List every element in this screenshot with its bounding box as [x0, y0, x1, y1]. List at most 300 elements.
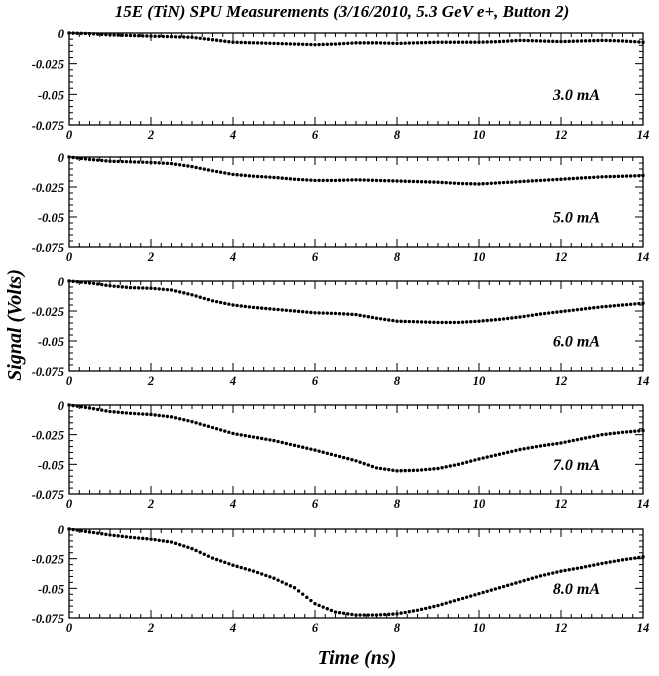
- data-point: [404, 469, 407, 472]
- data-point: [244, 41, 247, 44]
- data-point: [170, 540, 173, 543]
- data-point: [420, 180, 423, 183]
- data-point: [305, 446, 308, 449]
- data-point: [84, 530, 87, 533]
- data-point: [260, 437, 263, 440]
- data-point: [166, 288, 169, 291]
- data-point: [617, 559, 620, 562]
- x-tick-label: 6: [311, 374, 319, 388]
- data-point: [108, 533, 111, 536]
- data-point: [276, 308, 279, 311]
- data-point: [264, 307, 267, 310]
- data-point: [424, 607, 427, 610]
- panel-current-label: 7.0 mA: [552, 456, 600, 474]
- data-point: [522, 39, 525, 42]
- data-point: [383, 613, 386, 616]
- data-point: [92, 32, 95, 35]
- data-point: [305, 178, 308, 181]
- data-point: [629, 40, 632, 43]
- data-point: [551, 178, 554, 181]
- data-point: [367, 178, 370, 181]
- data-point: [67, 279, 70, 282]
- data-point: [354, 178, 357, 181]
- data-point: [301, 592, 304, 595]
- y-tick-label: -0.05: [37, 211, 64, 225]
- data-point: [141, 286, 144, 289]
- y-tick-label: -0.025: [31, 428, 64, 443]
- y-tick-label: -0.025: [31, 57, 64, 72]
- data-point: [170, 288, 173, 291]
- data-point: [498, 453, 501, 456]
- data-point: [317, 311, 320, 314]
- data-point: [584, 176, 587, 179]
- data-point: [338, 611, 341, 614]
- data-point: [100, 283, 103, 286]
- data-point: [592, 435, 595, 438]
- data-point: [506, 39, 509, 42]
- data-point: [473, 182, 476, 185]
- data-point: [613, 304, 616, 307]
- data-point: [227, 562, 230, 565]
- data-point: [317, 179, 320, 182]
- data-point: [547, 572, 550, 575]
- data-point: [465, 41, 468, 44]
- data-point: [178, 163, 181, 166]
- data-point: [621, 303, 624, 306]
- panel-5: [32, 523, 650, 635]
- data-point: [399, 42, 402, 45]
- y-tick-label: -0.075: [31, 365, 64, 379]
- data-point: [486, 40, 489, 43]
- data-point: [408, 320, 411, 323]
- data-point: [358, 613, 361, 616]
- data-point: [395, 42, 398, 45]
- data-point: [203, 297, 206, 300]
- data-point: [604, 561, 607, 564]
- data-point: [633, 430, 636, 433]
- data-point: [453, 599, 456, 602]
- data-point: [596, 306, 599, 309]
- data-point: [572, 308, 575, 311]
- data-point: [88, 406, 91, 409]
- data-point: [260, 306, 263, 309]
- data-point: [445, 321, 448, 324]
- data-point: [600, 305, 603, 308]
- data-point: [207, 298, 210, 301]
- data-point: [473, 320, 476, 323]
- data-point: [231, 432, 234, 435]
- data-point: [498, 586, 501, 589]
- x-tick-label: 6: [311, 621, 319, 635]
- data-point: [551, 571, 554, 574]
- x-tick-label: 4: [229, 128, 237, 142]
- data-point: [207, 554, 210, 557]
- data-point: [268, 575, 271, 578]
- data-point: [416, 41, 419, 44]
- data-point: [494, 40, 497, 43]
- data-point: [494, 181, 497, 184]
- data-point: [326, 43, 329, 46]
- data-point: [272, 439, 275, 442]
- data-point: [621, 558, 624, 561]
- data-point: [88, 32, 91, 35]
- data-point: [199, 167, 202, 170]
- data-point: [342, 312, 345, 315]
- y-tick-label: -0.025: [31, 181, 64, 195]
- data-point: [334, 454, 337, 457]
- data-point: [182, 291, 185, 294]
- data-point: [596, 39, 599, 42]
- panel-4: [32, 399, 650, 511]
- data-point: [641, 555, 644, 558]
- data-point: [219, 559, 222, 562]
- data-point: [117, 411, 120, 414]
- data-point: [162, 161, 165, 164]
- data-point: [346, 457, 349, 460]
- data-point: [223, 561, 226, 564]
- data-point: [231, 563, 234, 566]
- data-point: [514, 449, 517, 452]
- data-point: [145, 413, 148, 416]
- data-point: [391, 612, 394, 615]
- data-point: [502, 317, 505, 320]
- data-point: [108, 33, 111, 36]
- data-point: [194, 421, 197, 424]
- data-point: [432, 605, 435, 608]
- data-point: [527, 314, 530, 317]
- data-point: [559, 178, 562, 181]
- data-point: [67, 403, 70, 406]
- data-point: [588, 307, 591, 310]
- data-point: [494, 453, 497, 456]
- data-point: [494, 318, 497, 321]
- data-point: [289, 177, 292, 180]
- data-point: [276, 578, 279, 581]
- data-point: [363, 41, 366, 44]
- x-tick-label: 2: [147, 374, 155, 388]
- data-point: [145, 286, 148, 289]
- data-point: [149, 34, 152, 37]
- x-tick-label: 4: [229, 250, 237, 264]
- x-tick-label: 0: [65, 497, 73, 511]
- data-point: [469, 459, 472, 462]
- data-point: [539, 179, 542, 182]
- data-point: [477, 457, 480, 460]
- data-point: [293, 178, 296, 181]
- x-tick-label: 10: [472, 128, 486, 142]
- data-point: [125, 34, 128, 37]
- data-point: [149, 287, 152, 290]
- data-point: [449, 181, 452, 184]
- x-tick-label: 12: [554, 497, 568, 511]
- data-point: [531, 446, 534, 449]
- data-point: [338, 179, 341, 182]
- data-point: [346, 178, 349, 181]
- data-point: [490, 588, 493, 591]
- data-point: [576, 438, 579, 441]
- x-tick-label: 10: [472, 374, 486, 388]
- data-point: [260, 572, 263, 575]
- data-point: [461, 462, 464, 465]
- data-point: [96, 32, 99, 35]
- data-point: [604, 39, 607, 42]
- data-point: [563, 177, 566, 180]
- panel-current-label: 8.0 mA: [552, 580, 600, 598]
- x-tick-label: 8: [393, 250, 401, 264]
- x-tick-label: 12: [554, 374, 568, 388]
- data-point: [518, 315, 521, 318]
- data-point: [412, 180, 415, 183]
- data-point: [293, 444, 296, 447]
- data-point: [572, 439, 575, 442]
- data-point: [404, 320, 407, 323]
- data-point: [264, 175, 267, 178]
- data-point: [322, 43, 325, 46]
- data-point: [555, 40, 558, 43]
- x-tick-label: 4: [229, 374, 237, 388]
- data-point: [641, 41, 644, 44]
- data-point: [375, 41, 378, 44]
- data-point: [125, 535, 128, 538]
- data-point: [637, 174, 640, 177]
- data-point: [104, 33, 107, 36]
- data-point: [322, 605, 325, 608]
- data-point: [174, 163, 177, 166]
- data-point: [71, 280, 74, 283]
- data-point: [178, 543, 181, 546]
- data-point: [457, 321, 460, 324]
- data-point: [256, 571, 259, 574]
- data-point: [92, 158, 95, 161]
- data-point: [137, 412, 140, 415]
- data-point: [219, 171, 222, 174]
- data-point: [281, 176, 284, 179]
- data-point: [133, 160, 136, 163]
- data-point: [248, 41, 251, 44]
- data-point: [305, 310, 308, 313]
- data-point: [449, 464, 452, 467]
- data-point: [621, 39, 624, 42]
- panel-current-label: 6.0 mA: [552, 333, 600, 351]
- data-point: [100, 408, 103, 411]
- data-point: [330, 312, 333, 315]
- data-point: [428, 320, 431, 323]
- data-point: [141, 412, 144, 415]
- data-point: [420, 608, 423, 611]
- data-point: [182, 164, 185, 167]
- data-point: [481, 182, 484, 185]
- data-point: [506, 451, 509, 454]
- data-point: [445, 181, 448, 184]
- data-point: [527, 446, 530, 449]
- data-point: [563, 569, 566, 572]
- data-point: [416, 180, 419, 183]
- data-point: [223, 171, 226, 174]
- data-point: [510, 180, 513, 183]
- data-point: [256, 41, 259, 44]
- data-point: [248, 305, 251, 308]
- data-point: [235, 173, 238, 176]
- data-point: [338, 42, 341, 45]
- data-point: [125, 286, 128, 289]
- data-point: [535, 313, 538, 316]
- data-point: [506, 181, 509, 184]
- data-point: [559, 569, 562, 572]
- data-point: [326, 452, 329, 455]
- data-point: [170, 415, 173, 418]
- data-point: [289, 42, 292, 45]
- data-point: [609, 39, 612, 42]
- data-point: [559, 40, 562, 43]
- data-point: [158, 35, 161, 38]
- data-point: [129, 412, 132, 415]
- data-point: [67, 31, 70, 34]
- data-point: [465, 320, 468, 323]
- data-point: [481, 40, 484, 43]
- data-point: [436, 41, 439, 44]
- data-point: [481, 319, 484, 322]
- data-point: [223, 302, 226, 305]
- data-point: [539, 312, 542, 315]
- data-point: [363, 462, 366, 465]
- data-point: [301, 446, 304, 449]
- data-point: [268, 42, 271, 45]
- data-point: [506, 584, 509, 587]
- data-point: [330, 609, 333, 612]
- data-point: [399, 320, 402, 323]
- data-point: [211, 426, 214, 429]
- data-point: [96, 408, 99, 411]
- x-tick-label: 12: [554, 250, 568, 264]
- data-point: [313, 602, 316, 605]
- data-point: [84, 281, 87, 284]
- data-point: [551, 40, 554, 43]
- data-point: [387, 468, 390, 471]
- data-point: [641, 302, 644, 305]
- x-tick-label: 14: [636, 497, 650, 511]
- data-point: [637, 302, 640, 305]
- data-point: [604, 175, 607, 178]
- data-point: [379, 467, 382, 470]
- plot-frame: [69, 405, 643, 494]
- data-point: [424, 180, 427, 183]
- data-point: [166, 540, 169, 543]
- data-point: [235, 41, 238, 44]
- y-tick-label: -0.075: [31, 241, 64, 255]
- data-point: [629, 430, 632, 433]
- data-point: [428, 41, 431, 44]
- data-point: [588, 176, 591, 179]
- data-point: [350, 313, 353, 316]
- data-point: [527, 179, 530, 182]
- data-point: [117, 534, 120, 537]
- data-point: [207, 168, 210, 171]
- data-point: [387, 318, 390, 321]
- data-point: [514, 316, 517, 319]
- data-point: [211, 556, 214, 559]
- data-point: [535, 179, 538, 182]
- data-point: [559, 310, 562, 313]
- data-point: [334, 179, 337, 182]
- x-tick-label: 2: [147, 497, 155, 511]
- data-point: [580, 308, 583, 311]
- data-point: [112, 284, 115, 287]
- data-point: [588, 39, 591, 42]
- data-point: [301, 178, 304, 181]
- data-point: [133, 412, 136, 415]
- data-point: [375, 317, 378, 320]
- data-point: [617, 39, 620, 42]
- data-point: [358, 460, 361, 463]
- data-point: [604, 305, 607, 308]
- data-point: [133, 34, 136, 37]
- data-point: [227, 431, 230, 434]
- data-point: [207, 38, 210, 41]
- data-point: [580, 176, 583, 179]
- data-point: [194, 36, 197, 39]
- data-point: [309, 447, 312, 450]
- data-point: [215, 170, 218, 173]
- data-point: [272, 176, 275, 179]
- data-point: [174, 289, 177, 292]
- data-point: [391, 319, 394, 322]
- data-point: [293, 42, 296, 45]
- data-point: [194, 166, 197, 169]
- data-point: [379, 613, 382, 616]
- data-point: [244, 567, 247, 570]
- data-point: [625, 40, 628, 43]
- data-point: [342, 456, 345, 459]
- data-point: [121, 411, 124, 414]
- data-point: [264, 574, 267, 577]
- data-point: [477, 182, 480, 185]
- y-tick-label: 0: [57, 523, 64, 537]
- data-point: [178, 417, 181, 420]
- data-point: [457, 182, 460, 185]
- data-point: [223, 429, 226, 432]
- data-point: [281, 441, 284, 444]
- data-point: [186, 292, 189, 295]
- data-point: [572, 177, 575, 180]
- data-point: [137, 160, 140, 163]
- y-axis-title: Signal (Volts): [4, 269, 26, 381]
- data-point: [117, 160, 120, 163]
- x-tick-label: 6: [311, 250, 319, 264]
- data-point: [149, 161, 152, 164]
- data-point: [543, 444, 546, 447]
- data-point: [80, 405, 83, 408]
- data-point: [617, 431, 620, 434]
- data-point: [375, 613, 378, 616]
- data-point: [531, 179, 534, 182]
- data-point: [457, 463, 460, 466]
- data-point: [490, 182, 493, 185]
- data-point: [309, 43, 312, 46]
- data-point: [609, 432, 612, 435]
- data-point: [301, 43, 304, 46]
- data-point: [600, 562, 603, 565]
- data-point: [371, 41, 374, 44]
- data-point: [551, 442, 554, 445]
- x-tick-label: 14: [636, 621, 650, 635]
- data-point: [531, 314, 534, 317]
- data-point: [354, 41, 357, 44]
- y-tick-label: -0.05: [37, 582, 64, 597]
- data-point: [289, 443, 292, 446]
- data-point: [531, 577, 534, 580]
- data-point: [342, 612, 345, 615]
- data-point: [473, 458, 476, 461]
